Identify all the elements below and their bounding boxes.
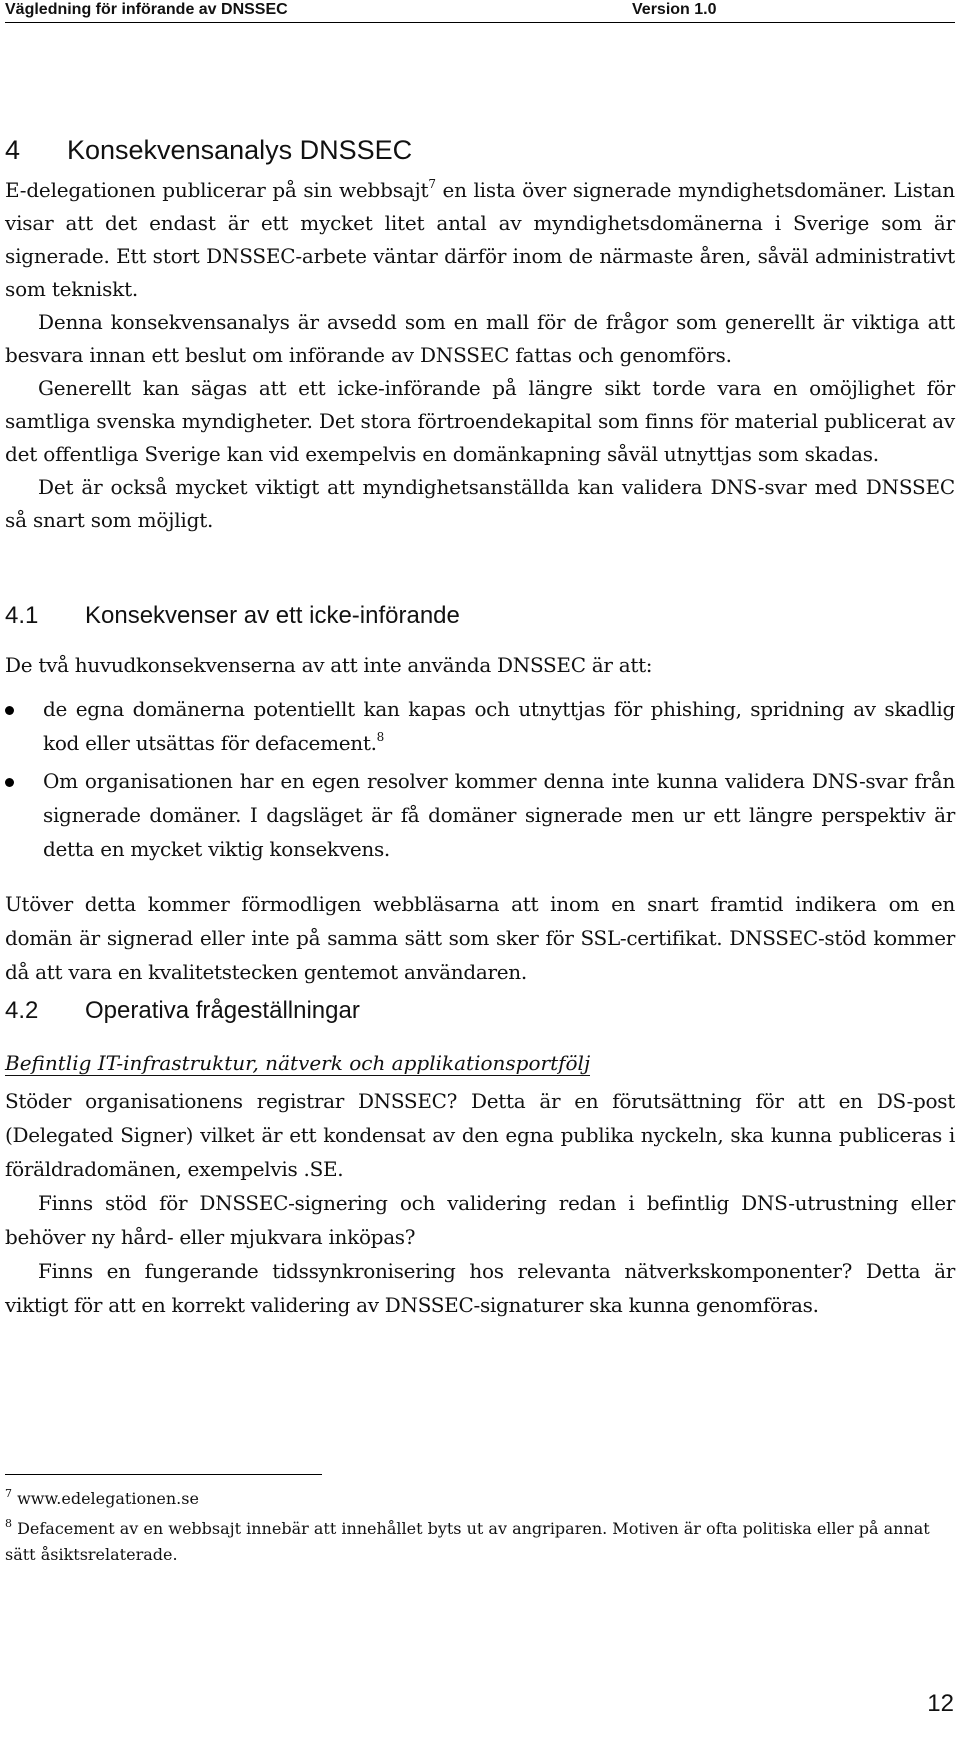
header-title: Vägledning för införande av DNSSEC xyxy=(5,1,288,18)
section-title: Konsekvensanalys DNSSEC xyxy=(67,135,413,165)
paragraph: Finns stöd för DNSSEC-signering och validering redan i befintlig DNS-utrustning eller behöver ny hård- eller mjukvara inköpas? xyxy=(5,1191,955,1249)
subsection-title: Konsekvenser av ett icke-införande xyxy=(85,602,460,629)
footnote: $^8$ Defacement av en webbsajt innebär att innehållet byts ut av angriparen. Motiven är ofta politiska eller på annat sätt åsiktsrelaterade. xyxy=(5,1517,930,1564)
footnote-ref: 8 xyxy=(376,730,385,744)
footnote-ref: 7 xyxy=(428,177,436,191)
subheading: Befintlig IT-infrastruktur, nätverk och applikationsportfölj xyxy=(5,1051,591,1075)
section-body xyxy=(5,174,955,537)
header-version: Version 1.0 xyxy=(632,1,717,18)
paragraph: Finns en fungerande tidssynkronisering hos relevanta nätverkskomponenter? Detta är viktigt för att en korrekt validering av DNSSEC-signaturer ska kunna genomföras. xyxy=(5,1259,955,1317)
paragraph: Stöder organisationens registrar DNSSEC? Detta är en förutsättning för att en DS-post (Delegated Signer) vilket är ett kondensat av den egna publika nyckeln, ska kunna publiceras i föräldradomänen, exempelvis .SE. xyxy=(5,1089,955,1181)
bullet-list xyxy=(5,692,955,870)
section-number: 4 xyxy=(5,135,21,165)
bullet-icon xyxy=(5,706,14,715)
footnote-divider xyxy=(5,1474,322,1475)
page-number: 12 xyxy=(927,1690,954,1717)
subsection-number: 4.1 xyxy=(5,602,39,629)
paragraph: Utöver detta kommer förmodligen webbläsarna att inom en snart framtid indikera om en domän är signerad eller inte på samma sätt som sker för SSL-certifikat. DNSSEC-stöd kommer då att vara en kvalitetstecken gentemot användaren. xyxy=(5,892,955,984)
paragraph: Generellt kan sägas att ett icke-införande på längre sikt torde vara en omöjlighet för samtliga svenska myndigheter. Det stora förtroendekapital som finns för material publicerat av det offentliga Sverige kan vid exempelvis en domänkapning såväl utnyttjas som skadas. xyxy=(5,376,955,466)
subsection-heading xyxy=(5,996,360,1026)
subsection-heading xyxy=(5,601,460,631)
bullet-icon xyxy=(5,778,14,787)
section-body xyxy=(5,1084,955,1322)
paragraph: Det är också mycket viktigt att myndighetsanställda kan validera DNS-svar med DNSSEC så snart som möjligt. xyxy=(5,475,955,532)
paragraph: De två huvudkonsekvenserna av att inte använda DNSSEC är att: xyxy=(5,653,653,677)
section-heading xyxy=(5,133,412,167)
subsection-title: Operativa frågeställningar xyxy=(85,997,360,1024)
list-item: de egna domänerna potentiellt kan kapas och utnyttjas för phishing, spridning av skadlig kod eller utsättas för defacement.$^8$ xyxy=(5,692,955,760)
paragraph: E-delegationen publicerar på sin webbsajt$^7$ en lista över signerade myndighetsdomäner. Listan visar att det endast är ett mycket litet antal av myndighetsdomänerna i Sverige som är signerade. Ett stort DNSSEC-arbete väntar därför inom de närmaste åren, såväl administrativt som tekniskt. xyxy=(5,177,955,301)
running-header xyxy=(5,0,955,23)
subsection-number: 4.2 xyxy=(5,997,39,1024)
footnote: $^7$ www.edelegationen.se xyxy=(5,1487,199,1508)
paragraph: Denna konsekvensanalys är avsedd som en mall för de frågor som generellt är viktiga att besvara innan ett beslut om införande av DNSSEC fattas och genomförs. xyxy=(5,310,955,367)
list-item: Om organisationen har en egen resolver kommer denna inte kunna validera DNS-svar från signerade domäner. I dagsläget är få domäner signerade men ur ett längre perspektiv är detta en mycket viktig konsekvens. xyxy=(5,764,955,866)
